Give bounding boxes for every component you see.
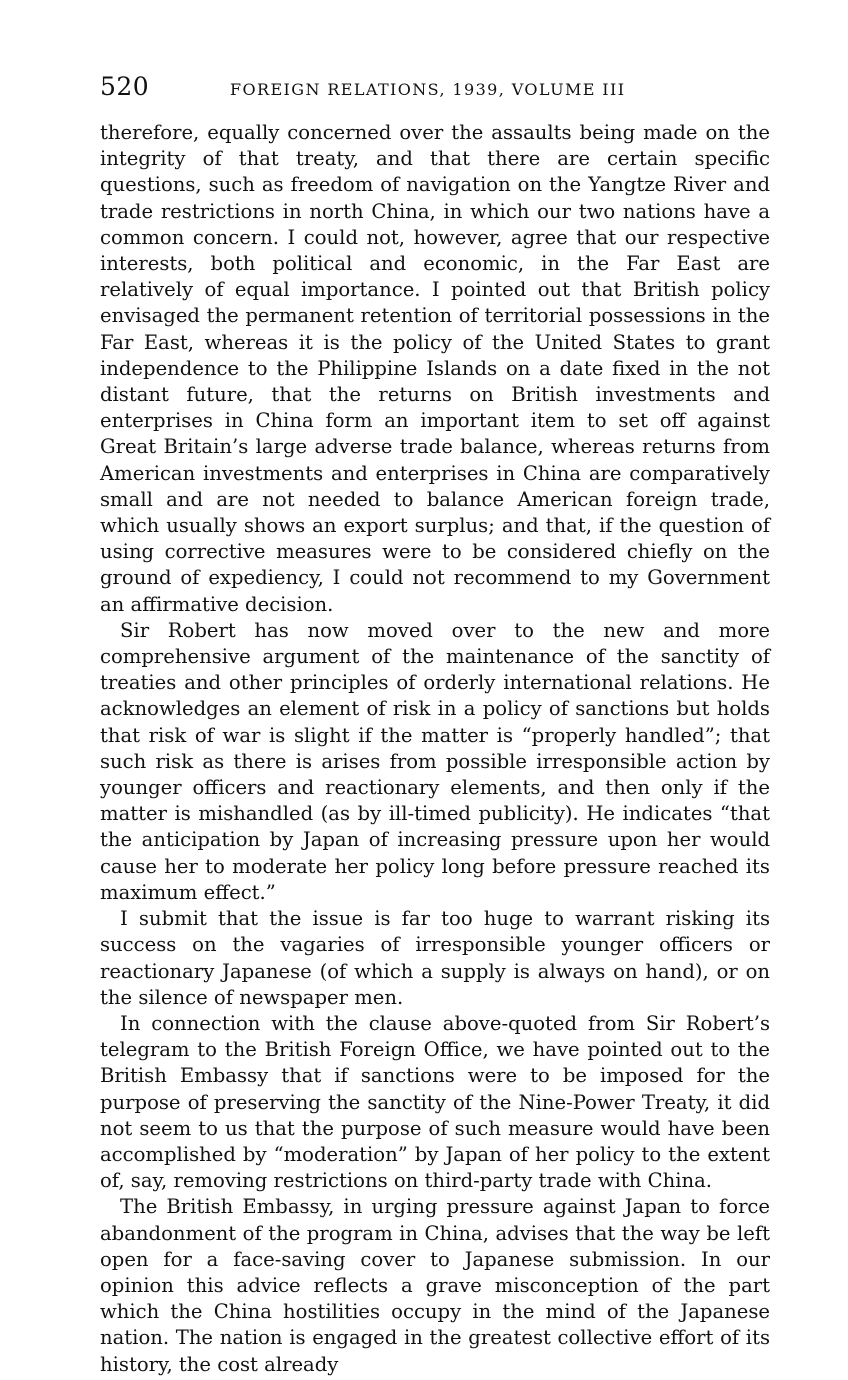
- paragraph-sir-robert-argument: Sir Robert has now moved over to the new and more comprehensive argument of the maintenance of the sanctity of treaties and other principles of orderly international relations. He acknowledges an element of risk in a policy of sanctions but holds that risk of war is slight if the matter is “properly handled”; that such risk as there is arises from possible irresponsible action by younger officers and reactionary elements, and then only if the matter is mishandled (as by ill-timed publicity). He indicates “that the anticipation by Japan of increasing pressure upon her would cause her to moderate her policy long before pressure reached its maximum effect.”: [100, 618, 770, 904]
- paragraph-clause-connection: In connection with the clause above-quoted from Sir Robert’s telegram to the British Foreign Office, we have pointed out to the British Embassy that if sanctions were to be imposed for the purpose of preserving the sanctity of the Nine-Power Treaty, it did not seem to us that the purpose of such measure would have been accomplished by “moderation” by Japan of her policy to the extent of, say, removing restrictions on third-party trade with China.: [100, 1011, 770, 1193]
- paragraph-continuation: therefore, equally concerned over the assaults being made on the integrity of that treaty, and that there are certain specific questions, such as freedom of navigation on the Yangtze River and trade restrictions in north China, in which our two nations have a common concern. I could not, however, agree that our respective interests, both political and economic, in the Far East are relatively of equal importance. I pointed out that British policy envisaged the permanent retention of territorial possessions in the Far East, whereas it is the policy of the United States to grant independence to the Philippine Islands on a date fixed in the not distant future, that the returns on British investments and enterprises in China form an important item to set off against Great Britain’s large adverse trade balance, whereas returns from American investments and enterprises in China are comparatively small and are not needed to balance American foreign trade, which usually shows an export surplus; and that, if the question of using corrective measures were to be considered chiefly on the ground of expediency, I could not recommend to my Government an affirmative decision.: [100, 121, 770, 616]
- page-header: [100, 72, 770, 112]
- body-text: [100, 120, 770, 1378]
- document-page: [100, 72, 770, 1378]
- running-head: FOREIGN RELATIONS, 1939, VOLUME III: [230, 80, 626, 99]
- paragraph-submission: I submit that the issue is far too huge to warrant risking its success on the vagaries of irresponsible younger officers or reactionary Japanese (of which a supply is always on hand), or on the silence of newspaper men.: [100, 907, 770, 1009]
- paragraph-british-embassy: The British Embassy, in urging pressure against Japan to force abandonment of the program in China, advises that the way be left open for a face-saving cover to Japanese submission. In our opinion this advice reflects a grave misconception of the part which the China hostilities occupy in the mind of the Japanese nation. The nation is engaged in the greatest collective effort of its history, the cost already: [100, 1195, 770, 1376]
- page-number: 520: [100, 72, 150, 101]
